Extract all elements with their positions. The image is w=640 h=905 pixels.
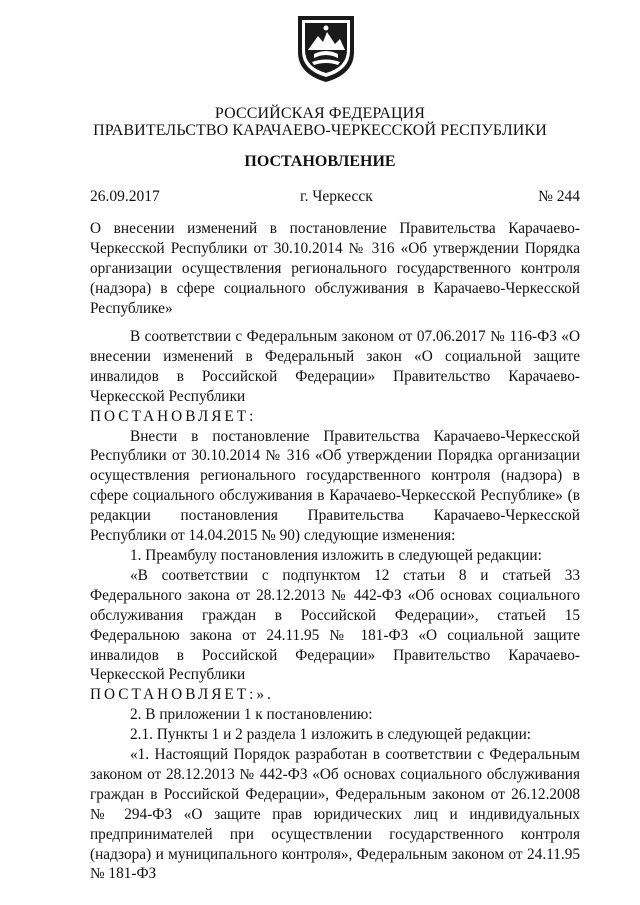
item-2-1: 2.1. Пункты 1 и 2 раздела 1 изложить в следующей редакции: xyxy=(130,726,532,744)
decree-word: ПОСТАНОВЛЯЕТ: xyxy=(90,407,257,425)
subject-text: О внесении изменений в постановление Правительства Карачаево-Черкесской Республики от 30.10.2014 № 316 «Об утверждении Порядка организации осуществления регионального государственного контроля (надзора) в сфере социального обслуживания в Карачаево-Черкесской Республике» xyxy=(90,220,580,317)
item-1-quote: «В соответствии с подпунктом 12 статьи 8 и статьей 33 Федерального закона от 28.12.2013 № 442-ФЗ «Об основах социального обслуживания граждан в Российской Федерации», статьей 15 Федеральною закона от 24.11.95 № 181-ФЗ «О социальной защите инвалидов в Российской Федерации» Правительство Карачаево-Черкесской Республики xyxy=(90,566,580,684)
header-country: РОССИЙСКАЯ ФЕДЕРАЦИЯ xyxy=(214,105,426,122)
document-city: г. Черкесск xyxy=(300,188,373,205)
document-number: № 244 xyxy=(538,188,580,205)
item-2: 2. В приложении 1 к постановлению: xyxy=(130,706,373,724)
item-2-1-quote: «1. Настоящий Порядок разработан в соответствии с Федеральным законом от 28.12.2013 № 442-ФЗ «Об основах социального обслуживания граждан в Российской Федерации», Федеральным законом от 26.12.2008 № 294-ФЗ «О защите прав юридических лиц и индивидуальных предпринимателей при осуществлении государственного контроля (надзора) и муниципального контроля», Федеральным законом от 24.11.95 № 181-ФЗ xyxy=(90,746,580,883)
intro-paragraph: Внести в постановление Правительства Карачаево-Черкесской Республики от 30.10.2014 № 316 «Об утверждении Порядка организации осуществления регионального государственного контроля (надзора) в сфере социального обслуживания в Карачаево-Черкесской Республике» (в редакции постановления Правительства Карачаево-Черкесской Республики от 14.04.2015 № 90) следующие изменения: xyxy=(90,427,580,545)
decree-word-quoted: ПОСТАНОВЛЯЕТ:». xyxy=(90,686,274,704)
header-government: ПРАВИТЕЛЬСТВО КАРАЧАЕВО-ЧЕРКЕССКОЙ РЕСПУБЛИКИ xyxy=(93,122,547,139)
document-subject xyxy=(90,219,580,319)
document-title: ПОСТАНОВЛЕНИЕ xyxy=(244,153,396,170)
document-body xyxy=(90,327,580,884)
coat-of-arms-icon xyxy=(296,14,356,84)
document-date: 26.09.2017 xyxy=(90,188,160,205)
preamble-paragraph: В соответствии с Федеральным законом от 07.06.2017 № 116-ФЗ «О внесении изменений в Федеральный закон «О социальной защите инвалидов в Российской Федерации» Правительство Карачаево-Черкесской Республики xyxy=(90,328,580,405)
item-1: 1. Преамбулу постановления изложить в следующей редакции: xyxy=(130,546,542,564)
